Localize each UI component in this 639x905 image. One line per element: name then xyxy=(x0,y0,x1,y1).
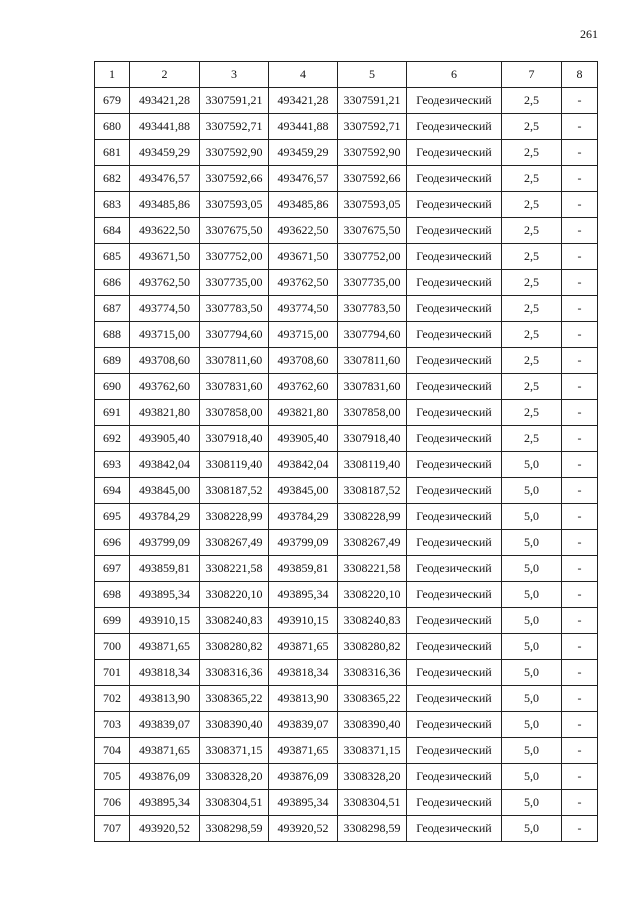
x-coordinate-cell: 493622,50 xyxy=(269,218,338,244)
row-number-cell: 682 xyxy=(95,166,130,192)
accuracy-cell: 5,0 xyxy=(502,738,562,764)
table-row xyxy=(95,374,598,400)
y-coordinate-cell: 3307592,71 xyxy=(338,114,407,140)
row-number-cell: 681 xyxy=(95,140,130,166)
y-coordinate-cell: 3308221,58 xyxy=(338,556,407,582)
method-cell: Геодезический xyxy=(407,218,502,244)
x-coordinate-cell: 493715,00 xyxy=(130,322,200,348)
note-cell: - xyxy=(562,634,598,660)
accuracy-cell: 5,0 xyxy=(502,452,562,478)
method-cell: Геодезический xyxy=(407,374,502,400)
note-cell: - xyxy=(562,348,598,374)
y-coordinate-cell: 3307794,60 xyxy=(200,322,269,348)
accuracy-cell: 5,0 xyxy=(502,530,562,556)
y-coordinate-cell: 3308228,99 xyxy=(200,504,269,530)
y-coordinate-cell: 3307811,60 xyxy=(200,348,269,374)
note-cell: - xyxy=(562,530,598,556)
y-coordinate-cell: 3308390,40 xyxy=(338,712,407,738)
table-row xyxy=(95,244,598,270)
y-coordinate-cell: 3308119,40 xyxy=(200,452,269,478)
accuracy-cell: 5,0 xyxy=(502,816,562,842)
method-cell: Геодезический xyxy=(407,608,502,634)
table-row xyxy=(95,114,598,140)
x-coordinate-cell: 493485,86 xyxy=(269,192,338,218)
y-coordinate-cell: 3308298,59 xyxy=(200,816,269,842)
table-row xyxy=(95,88,598,114)
row-number-cell: 684 xyxy=(95,218,130,244)
x-coordinate-cell: 493871,65 xyxy=(130,634,200,660)
method-cell: Геодезический xyxy=(407,166,502,192)
y-coordinate-cell: 3308371,15 xyxy=(338,738,407,764)
accuracy-cell: 5,0 xyxy=(502,556,562,582)
y-coordinate-cell: 3308220,10 xyxy=(200,582,269,608)
x-coordinate-cell: 493715,00 xyxy=(269,322,338,348)
accuracy-cell: 5,0 xyxy=(502,712,562,738)
method-cell: Геодезический xyxy=(407,452,502,478)
x-coordinate-cell: 493876,09 xyxy=(269,764,338,790)
y-coordinate-cell: 3308221,58 xyxy=(200,556,269,582)
y-coordinate-cell: 3307593,05 xyxy=(338,192,407,218)
y-coordinate-cell: 3308390,40 xyxy=(200,712,269,738)
x-coordinate-cell: 493762,50 xyxy=(130,270,200,296)
row-number-cell: 683 xyxy=(95,192,130,218)
method-cell: Геодезический xyxy=(407,816,502,842)
table-row xyxy=(95,322,598,348)
row-number-cell: 692 xyxy=(95,426,130,452)
note-cell: - xyxy=(562,244,598,270)
coordinates-table xyxy=(94,61,598,842)
y-coordinate-cell: 3308240,83 xyxy=(338,608,407,634)
page-number: 261 xyxy=(580,27,598,41)
y-coordinate-cell: 3308119,40 xyxy=(338,452,407,478)
table-row xyxy=(95,452,598,478)
method-cell: Геодезический xyxy=(407,764,502,790)
y-coordinate-cell: 3308304,51 xyxy=(200,790,269,816)
x-coordinate-cell: 493671,50 xyxy=(269,244,338,270)
row-number-cell: 685 xyxy=(95,244,130,270)
note-cell: - xyxy=(562,816,598,842)
table-row xyxy=(95,660,598,686)
row-number-cell: 687 xyxy=(95,296,130,322)
x-coordinate-cell: 493871,65 xyxy=(130,738,200,764)
row-number-cell: 699 xyxy=(95,608,130,634)
y-coordinate-cell: 3307591,21 xyxy=(200,88,269,114)
y-coordinate-cell: 3307735,00 xyxy=(338,270,407,296)
row-number-cell: 698 xyxy=(95,582,130,608)
note-cell: - xyxy=(562,608,598,634)
y-coordinate-cell: 3307752,00 xyxy=(338,244,407,270)
y-coordinate-cell: 3308365,22 xyxy=(338,686,407,712)
x-coordinate-cell: 493774,50 xyxy=(130,296,200,322)
accuracy-cell: 2,5 xyxy=(502,166,562,192)
accuracy-cell: 2,5 xyxy=(502,374,562,400)
table-row xyxy=(95,296,598,322)
method-cell: Геодезический xyxy=(407,348,502,374)
method-cell: Геодезический xyxy=(407,322,502,348)
x-coordinate-cell: 493476,57 xyxy=(269,166,338,192)
accuracy-cell: 5,0 xyxy=(502,660,562,686)
y-coordinate-cell: 3308328,20 xyxy=(338,764,407,790)
y-coordinate-cell: 3307831,60 xyxy=(338,374,407,400)
x-coordinate-cell: 493876,09 xyxy=(130,764,200,790)
accuracy-cell: 2,5 xyxy=(502,322,562,348)
row-number-cell: 700 xyxy=(95,634,130,660)
table-row xyxy=(95,270,598,296)
table-row xyxy=(95,556,598,582)
accuracy-cell: 2,5 xyxy=(502,192,562,218)
row-number-cell: 694 xyxy=(95,478,130,504)
note-cell: - xyxy=(562,88,598,114)
method-cell: Геодезический xyxy=(407,400,502,426)
table-row xyxy=(95,530,598,556)
x-coordinate-cell: 493762,60 xyxy=(269,374,338,400)
x-coordinate-cell: 493910,15 xyxy=(269,608,338,634)
method-cell: Геодезический xyxy=(407,790,502,816)
row-number-cell: 690 xyxy=(95,374,130,400)
note-cell: - xyxy=(562,556,598,582)
row-number-cell: 689 xyxy=(95,348,130,374)
y-coordinate-cell: 3307918,40 xyxy=(200,426,269,452)
y-coordinate-cell: 3307675,50 xyxy=(338,218,407,244)
column-header-7: 7 xyxy=(502,62,562,88)
method-cell: Геодезический xyxy=(407,686,502,712)
x-coordinate-cell: 493762,50 xyxy=(269,270,338,296)
column-header-1: 1 xyxy=(95,62,130,88)
accuracy-cell: 5,0 xyxy=(502,608,562,634)
table-row xyxy=(95,582,598,608)
method-cell: Геодезический xyxy=(407,192,502,218)
x-coordinate-cell: 493905,40 xyxy=(130,426,200,452)
y-coordinate-cell: 3307592,90 xyxy=(200,140,269,166)
x-coordinate-cell: 493476,57 xyxy=(130,166,200,192)
method-cell: Геодезический xyxy=(407,296,502,322)
row-number-cell: 686 xyxy=(95,270,130,296)
x-coordinate-cell: 493818,34 xyxy=(130,660,200,686)
y-coordinate-cell: 3308187,52 xyxy=(338,478,407,504)
x-coordinate-cell: 493441,88 xyxy=(130,114,200,140)
accuracy-cell: 5,0 xyxy=(502,790,562,816)
table-row xyxy=(95,686,598,712)
row-number-cell: 706 xyxy=(95,790,130,816)
accuracy-cell: 2,5 xyxy=(502,270,562,296)
y-coordinate-cell: 3308371,15 xyxy=(200,738,269,764)
x-coordinate-cell: 493821,80 xyxy=(130,400,200,426)
x-coordinate-cell: 493859,81 xyxy=(130,556,200,582)
method-cell: Геодезический xyxy=(407,738,502,764)
accuracy-cell: 5,0 xyxy=(502,634,562,660)
y-coordinate-cell: 3307592,66 xyxy=(200,166,269,192)
column-header-6: 6 xyxy=(407,62,502,88)
method-cell: Геодезический xyxy=(407,504,502,530)
x-coordinate-cell: 493842,04 xyxy=(130,452,200,478)
method-cell: Геодезический xyxy=(407,140,502,166)
y-coordinate-cell: 3308187,52 xyxy=(200,478,269,504)
table-row xyxy=(95,634,598,660)
y-coordinate-cell: 3307593,05 xyxy=(200,192,269,218)
x-coordinate-cell: 493708,60 xyxy=(269,348,338,374)
note-cell: - xyxy=(562,660,598,686)
row-number-cell: 707 xyxy=(95,816,130,842)
x-coordinate-cell: 493920,52 xyxy=(130,816,200,842)
y-coordinate-cell: 3307858,00 xyxy=(200,400,269,426)
method-cell: Геодезический xyxy=(407,712,502,738)
table-body xyxy=(95,88,598,842)
note-cell: - xyxy=(562,140,598,166)
y-coordinate-cell: 3308280,82 xyxy=(338,634,407,660)
row-number-cell: 703 xyxy=(95,712,130,738)
y-coordinate-cell: 3308304,51 xyxy=(338,790,407,816)
note-cell: - xyxy=(562,738,598,764)
x-coordinate-cell: 493821,80 xyxy=(269,400,338,426)
row-number-cell: 702 xyxy=(95,686,130,712)
accuracy-cell: 2,5 xyxy=(502,88,562,114)
note-cell: - xyxy=(562,764,598,790)
table-row xyxy=(95,348,598,374)
accuracy-cell: 5,0 xyxy=(502,582,562,608)
x-coordinate-cell: 493421,28 xyxy=(130,88,200,114)
row-number-cell: 701 xyxy=(95,660,130,686)
method-cell: Геодезический xyxy=(407,660,502,686)
x-coordinate-cell: 493845,00 xyxy=(130,478,200,504)
x-coordinate-cell: 493441,88 xyxy=(269,114,338,140)
table-row xyxy=(95,166,598,192)
row-number-cell: 691 xyxy=(95,400,130,426)
column-header-8: 8 xyxy=(562,62,598,88)
x-coordinate-cell: 493895,34 xyxy=(130,582,200,608)
x-coordinate-cell: 493839,07 xyxy=(130,712,200,738)
y-coordinate-cell: 3308316,36 xyxy=(338,660,407,686)
method-cell: Геодезический xyxy=(407,530,502,556)
note-cell: - xyxy=(562,582,598,608)
x-coordinate-cell: 493784,29 xyxy=(269,504,338,530)
note-cell: - xyxy=(562,166,598,192)
accuracy-cell: 2,5 xyxy=(502,296,562,322)
x-coordinate-cell: 493813,90 xyxy=(269,686,338,712)
method-cell: Геодезический xyxy=(407,478,502,504)
x-coordinate-cell: 493774,50 xyxy=(269,296,338,322)
x-coordinate-cell: 493708,60 xyxy=(130,348,200,374)
x-coordinate-cell: 493895,34 xyxy=(269,790,338,816)
y-coordinate-cell: 3308328,20 xyxy=(200,764,269,790)
accuracy-cell: 2,5 xyxy=(502,244,562,270)
x-coordinate-cell: 493910,15 xyxy=(130,608,200,634)
x-coordinate-cell: 493818,34 xyxy=(269,660,338,686)
y-coordinate-cell: 3307831,60 xyxy=(200,374,269,400)
y-coordinate-cell: 3308228,99 xyxy=(338,504,407,530)
y-coordinate-cell: 3308267,49 xyxy=(200,530,269,556)
table-row xyxy=(95,478,598,504)
y-coordinate-cell: 3307783,50 xyxy=(200,296,269,322)
accuracy-cell: 2,5 xyxy=(502,348,562,374)
note-cell: - xyxy=(562,790,598,816)
x-coordinate-cell: 493842,04 xyxy=(269,452,338,478)
accuracy-cell: 5,0 xyxy=(502,686,562,712)
column-header-3: 3 xyxy=(200,62,269,88)
table-row xyxy=(95,140,598,166)
table-row xyxy=(95,608,598,634)
method-cell: Геодезический xyxy=(407,556,502,582)
y-coordinate-cell: 3308316,36 xyxy=(200,660,269,686)
note-cell: - xyxy=(562,686,598,712)
note-cell: - xyxy=(562,478,598,504)
row-number-cell: 704 xyxy=(95,738,130,764)
x-coordinate-cell: 493905,40 xyxy=(269,426,338,452)
row-number-cell: 693 xyxy=(95,452,130,478)
y-coordinate-cell: 3307675,50 xyxy=(200,218,269,244)
row-number-cell: 680 xyxy=(95,114,130,140)
column-header-2: 2 xyxy=(130,62,200,88)
note-cell: - xyxy=(562,400,598,426)
y-coordinate-cell: 3308280,82 xyxy=(200,634,269,660)
row-number-cell: 679 xyxy=(95,88,130,114)
x-coordinate-cell: 493421,28 xyxy=(269,88,338,114)
note-cell: - xyxy=(562,218,598,244)
column-header-4: 4 xyxy=(269,62,338,88)
y-coordinate-cell: 3308220,10 xyxy=(338,582,407,608)
x-coordinate-cell: 493671,50 xyxy=(130,244,200,270)
row-number-cell: 697 xyxy=(95,556,130,582)
x-coordinate-cell: 493485,86 xyxy=(130,192,200,218)
accuracy-cell: 5,0 xyxy=(502,504,562,530)
y-coordinate-cell: 3307592,66 xyxy=(338,166,407,192)
table-row xyxy=(95,400,598,426)
x-coordinate-cell: 493920,52 xyxy=(269,816,338,842)
x-coordinate-cell: 493845,00 xyxy=(269,478,338,504)
y-coordinate-cell: 3307592,90 xyxy=(338,140,407,166)
x-coordinate-cell: 493799,09 xyxy=(269,530,338,556)
table-row xyxy=(95,218,598,244)
x-coordinate-cell: 493784,29 xyxy=(130,504,200,530)
accuracy-cell: 5,0 xyxy=(502,478,562,504)
note-cell: - xyxy=(562,426,598,452)
note-cell: - xyxy=(562,114,598,140)
x-coordinate-cell: 493871,65 xyxy=(269,634,338,660)
y-coordinate-cell: 3308365,22 xyxy=(200,686,269,712)
row-number-cell: 695 xyxy=(95,504,130,530)
note-cell: - xyxy=(562,504,598,530)
table-row xyxy=(95,790,598,816)
accuracy-cell: 2,5 xyxy=(502,114,562,140)
x-coordinate-cell: 493839,07 xyxy=(269,712,338,738)
method-cell: Геодезический xyxy=(407,244,502,270)
x-coordinate-cell: 493622,50 xyxy=(130,218,200,244)
table-header-row xyxy=(95,62,598,88)
x-coordinate-cell: 493895,34 xyxy=(130,790,200,816)
x-coordinate-cell: 493871,65 xyxy=(269,738,338,764)
accuracy-cell: 2,5 xyxy=(502,140,562,166)
table-row xyxy=(95,764,598,790)
note-cell: - xyxy=(562,270,598,296)
y-coordinate-cell: 3307592,71 xyxy=(200,114,269,140)
method-cell: Геодезический xyxy=(407,426,502,452)
column-header-5: 5 xyxy=(338,62,407,88)
y-coordinate-cell: 3307858,00 xyxy=(338,400,407,426)
note-cell: - xyxy=(562,192,598,218)
x-coordinate-cell: 493813,90 xyxy=(130,686,200,712)
note-cell: - xyxy=(562,296,598,322)
note-cell: - xyxy=(562,322,598,348)
accuracy-cell: 5,0 xyxy=(502,764,562,790)
note-cell: - xyxy=(562,374,598,400)
x-coordinate-cell: 493762,60 xyxy=(130,374,200,400)
y-coordinate-cell: 3307783,50 xyxy=(338,296,407,322)
y-coordinate-cell: 3307811,60 xyxy=(338,348,407,374)
method-cell: Геодезический xyxy=(407,634,502,660)
row-number-cell: 705 xyxy=(95,764,130,790)
table-row xyxy=(95,816,598,842)
y-coordinate-cell: 3307918,40 xyxy=(338,426,407,452)
x-coordinate-cell: 493459,29 xyxy=(130,140,200,166)
x-coordinate-cell: 493459,29 xyxy=(269,140,338,166)
y-coordinate-cell: 3308267,49 xyxy=(338,530,407,556)
table-row xyxy=(95,504,598,530)
table-row xyxy=(95,426,598,452)
x-coordinate-cell: 493859,81 xyxy=(269,556,338,582)
note-cell: - xyxy=(562,452,598,478)
accuracy-cell: 2,5 xyxy=(502,426,562,452)
y-coordinate-cell: 3307794,60 xyxy=(338,322,407,348)
table-row xyxy=(95,738,598,764)
note-cell: - xyxy=(562,712,598,738)
table-row xyxy=(95,712,598,738)
y-coordinate-cell: 3308240,83 xyxy=(200,608,269,634)
accuracy-cell: 2,5 xyxy=(502,400,562,426)
x-coordinate-cell: 493799,09 xyxy=(130,530,200,556)
y-coordinate-cell: 3308298,59 xyxy=(338,816,407,842)
method-cell: Геодезический xyxy=(407,270,502,296)
accuracy-cell: 2,5 xyxy=(502,218,562,244)
y-coordinate-cell: 3307752,00 xyxy=(200,244,269,270)
row-number-cell: 688 xyxy=(95,322,130,348)
method-cell: Геодезический xyxy=(407,88,502,114)
method-cell: Геодезический xyxy=(407,582,502,608)
y-coordinate-cell: 3307735,00 xyxy=(200,270,269,296)
row-number-cell: 696 xyxy=(95,530,130,556)
y-coordinate-cell: 3307591,21 xyxy=(338,88,407,114)
x-coordinate-cell: 493895,34 xyxy=(269,582,338,608)
table-row xyxy=(95,192,598,218)
method-cell: Геодезический xyxy=(407,114,502,140)
